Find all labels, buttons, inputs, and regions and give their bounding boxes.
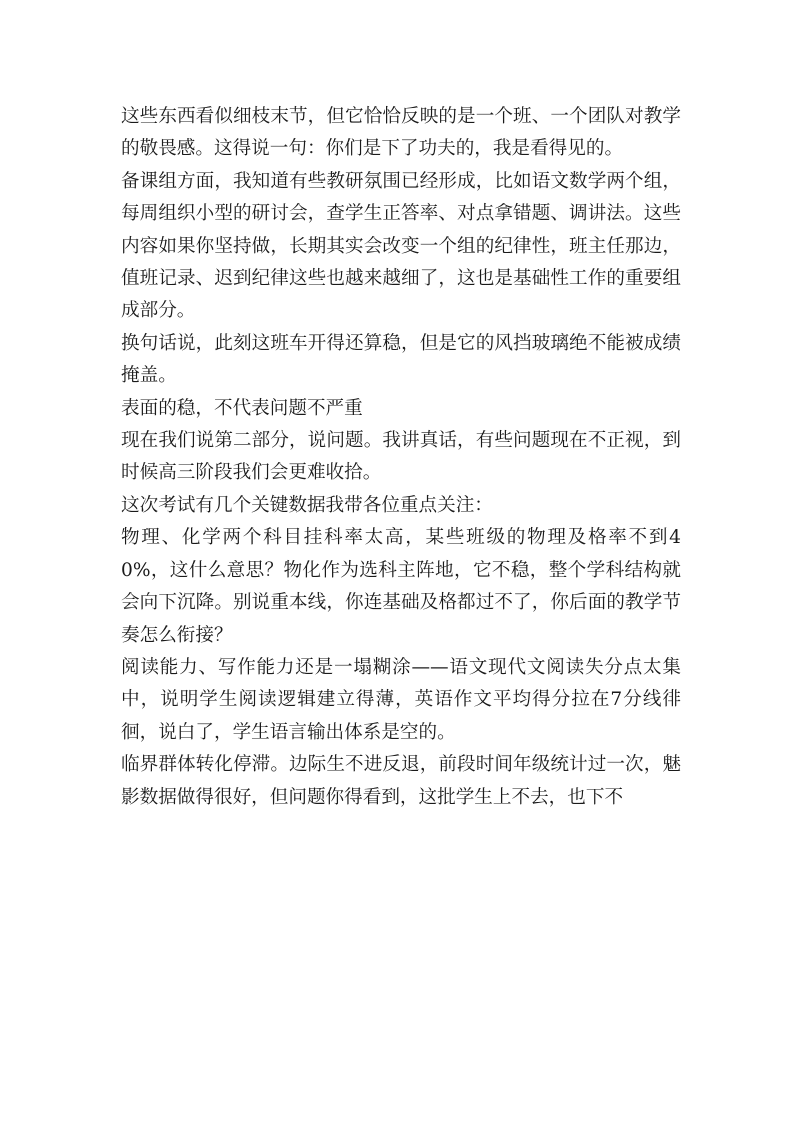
paragraph-4: 现在我们说第二部分，说问题。我讲真话，有些问题现在不正视，到时候高三阶段我们会更难收拾。 (121, 430, 681, 484)
document-body (121, 101, 681, 814)
paragraph-7: 阅读能力、写作能力还是一塌糊涂——语文现代文阅读失分点太集中，说明学生阅读逻辑建立得薄，英语作文平均得分拉在7分线徘徊，说白了，学生语言输出体系是空的。 (121, 656, 681, 743)
paragraph-3: 换句话说，此刻这班车开得还算稳，但是它的风挡玻璃绝不能被成绩掩盖。 (121, 332, 681, 387)
paragraph-8: 临界群体转化停滞。边际生不进反退，前段时间年级统计过一次，魅影数据做得很好，但问题你得看到，这批学生上不去，也下不 (121, 754, 681, 808)
paragraph-5: 这次考试有几个关键数据我带各位重点关注： (121, 494, 493, 516)
section-heading: 表面的稳，不代表问题不严重 (121, 397, 363, 419)
paragraph-2: 备课组方面，我知道有些教研氛围已经形成，比如语文数学两个组，每周组织小型的研讨会，查学生正答率、对点拿错题、调讲法。这些内容如果你坚持做，长期其实会改变一个组的纪律性，班主任那边，值班记录、迟到纪律这些也越来越细了，这也是基础性工作的重要组成部分。 (121, 170, 681, 322)
paragraph-6: 物理、化学两个科目挂科率太高，某些班级的物理及格率不到40%，这什么意思？物化作为选科主阵地，它不稳，整个学科结构就会向下沉降。别说重本线，你连基础及格都过不了，你后面的教学节奏怎么衔接？ (121, 527, 681, 646)
paragraph-1: 这些东西看似细枝末节，但它恰恰反映的是一个班、一个团队对教学的敬畏感。这得说一句：你们是下了功夫的，我是看得见的。 (121, 106, 681, 160)
